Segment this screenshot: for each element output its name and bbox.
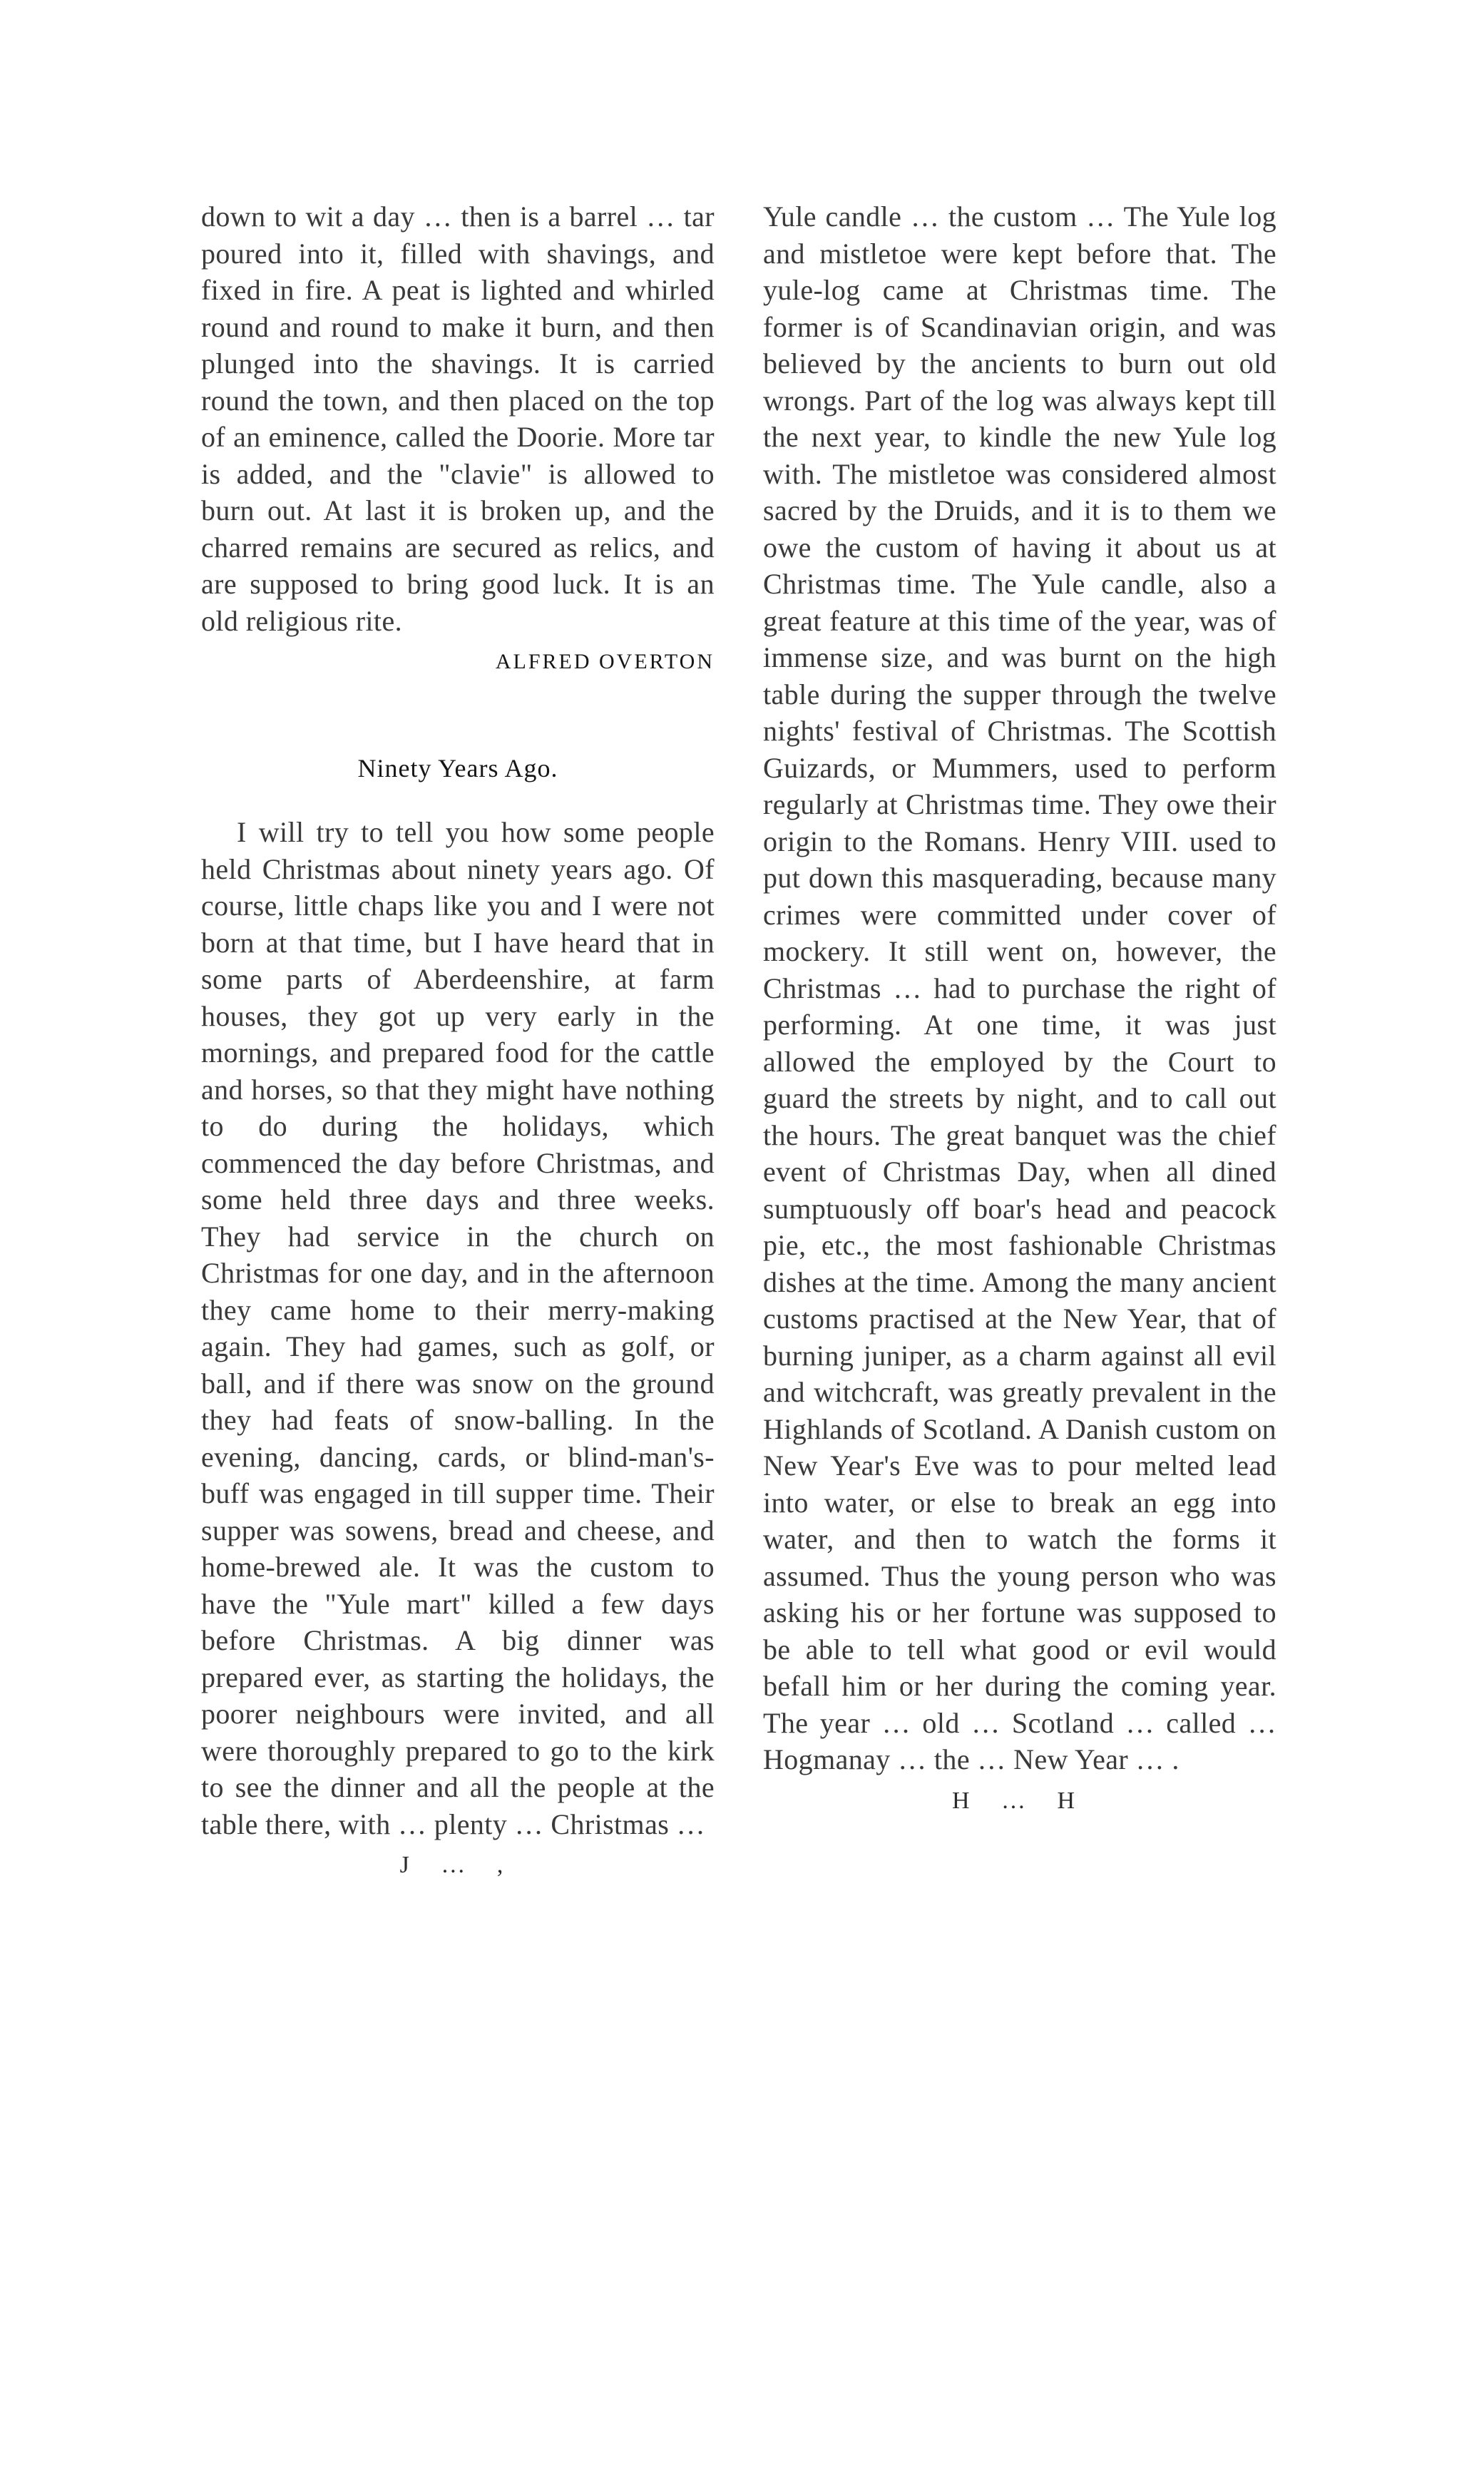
left-paragraph-2: I will try to tell you how some people held Christmas about ninety years ago. Of course, little chaps like you and I were not born at that time, but I have heard that in some parts of Aberdeenshire, at farm houses, they got up very early in the mornings, and prepared food for the cattle and horses, so that they might have nothing to do during the holidays, which commenced the day before Christmas, and some held three days and three weeks. They had service in the church on Christmas for one day, and in the afternoon they came home to their merry-making again. They had games, such as golf, or ball, and if there was snow on the ground they had feats of snow-balling. In the evening, dancing, cards, or blind-man's-buff was engaged in till supper time. Their supper was sowens, bread and cheese, and home-brewed ale. It was the custom to have the "Yule mart" killed a few days before Christmas. A big dinner was prepared ever, as starting the holidays, the poorer neighbours were invited, and all were thoroughly prepared to go to the kirk to see the dinner and all the people at the table there, with … plenty … Christmas … — [201, 816, 715, 1840]
section-heading: Ninety Years Ago. — [357, 753, 558, 782]
left-paragraph-1: down to wit a day … then is a barrel … tar poured into it, filled with shavings, and fixed in fire. A peat is lighted and whirled round and round to make it burn, and then plunged into the shavings. It is carried round the town, and then placed on the top of an eminence, called the Doorie. More tar is added, and the "clavie" is allowed to burn out. At last it is broken up, and the charred remains are secured as relics, and are supposed to bring good luck. It is an old religious rite. — [201, 200, 715, 637]
right-column — [763, 198, 1276, 1819]
signature-line — [201, 641, 715, 680]
right-column-tail: H … H — [951, 1787, 1088, 1814]
left-column — [201, 198, 715, 1884]
author-signature: ALFRED OVERTON — [495, 650, 715, 673]
left-column-tail: J … , — [399, 1852, 516, 1878]
right-paragraph-1: Yule candle … the custom … The Yule log and mistletoe were kept before that. The yule-log came at Christmas time. The former is of Scandinavian origin, and was believed by the ancients to burn out old wrongs. Part of the log was always kept till the next year, to kindle the new Yule log with. The mistletoe was considered almost sacred by the Druids, and it is to them we owe the custom of having it about us at Christmas time. The Yule candle, also a great feature at this time of the year, was of immense size, and was burnt on the high table during the supper through the twelve nights' festival of Christmas. The Scottish Guizards, or Mummers, used to perform regularly at Christmas time. They owe their origin to the Romans. Henry VIII. used to put down this masquerading, because many crimes were committed under cover of mockery. It still went on, however, the Christmas … had to purchase the right of performing. At one time, it was just allowed the employed by the Court to guard the streets by night, and to call out the hours. The great banquet was the chief event of Christmas Day, when all dined sumptuously off boar's head and peacock pie, etc., the most fashionable Christmas dishes at the time. Among the many ancient customs practised at the New Year, that of burning juniper, as a charm against all evil and witchcraft, was greatly prevalent in the Highlands of Scotland. A Danish custom on New Year's Eve was to pour melted lead into water, or else to break an egg into water, and then to watch the forms it assumed. Thus the young person who was asking his or her fortune was supposed to be able to tell what good or evil would befall him or her during the coming year. The year … old … Scotland … called … Hogmanay … the … New Year … . — [763, 200, 1276, 1775]
